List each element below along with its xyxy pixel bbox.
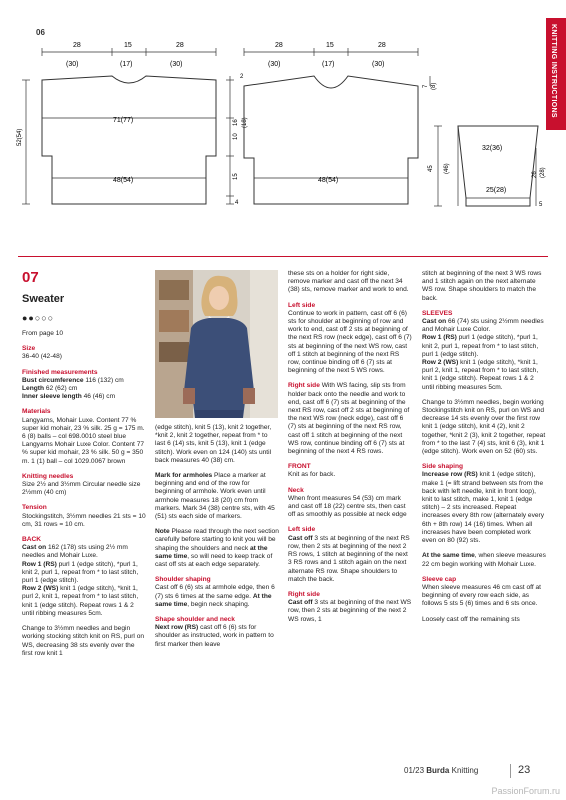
sleeve-length-value: 46 (46) cm: [81, 393, 116, 401]
sleeve-cast-text: 66 (74) sts using 2½mm needles and Mohair Luxe Color.: [422, 318, 544, 334]
back-dim-w28-left: 28: [275, 42, 283, 49]
left-side-2-text: 3 sts at beginning of the next RS row, then 2 sts at beginning of the next 2 RS rows, 1 stitch at beginning of the next 3 RS rows and 1 stitch again on the next alternate RS row. Shape shoulders to match the back.: [288, 534, 410, 583]
back-dim-h8: (8): [431, 82, 437, 90]
footer-issue-number: 01/23: [404, 766, 425, 775]
bust-value: 116 (132) cm: [83, 376, 124, 384]
left-side-text: Continue to work in pattern, cast off 6 (6) sts for shoulder at beginning of row and work to end, cast off 2 sts at beginning of the next RS row (neck edge), cast off 6 (7) sts at beginning of the next WS row, cast off 1 stitch at beginning of the next RS row, continue binding off 6 (7) sts at beginning of the next 5 WS rows.: [288, 309, 412, 375]
col3-p1: these sts on a holder for right side, remove marker and cast off the next 34 (38) sts, remove marker and work to end.: [288, 270, 409, 294]
sleeves-heading: SLEEVES: [422, 309, 453, 317]
sleeve-row1-text: purl 1 (edge stitch), *purl 1, knit 2, purl 1, repeat from * to last stitch, purl 1 (edge stitch).: [422, 334, 539, 358]
materials-heading: Materials: [22, 408, 51, 416]
front-heading: FRONT: [288, 463, 311, 471]
note-text: Please read through the next section carefully before starting to knit you will be shaping the shoulders and neck: [155, 528, 279, 552]
shoulder-heading: Shoulder shaping: [155, 576, 211, 584]
dim-chest: 71(77): [113, 117, 134, 124]
sleeve-row1-label: Row 1 (RS): [422, 334, 457, 342]
sleeve-dim-bottom: 25(28): [486, 187, 507, 194]
col2-p1: (edge stitch), knit 5 (13), knit 2 together, *knit 2, knit 2 together, repeat from * to last 6 (14) sts, knit 5 (13), knit 1 (edge stitch). Work even on 124 (140) sts until back measures 40 (38) cm.: [155, 424, 272, 464]
right-side-heading: Right side: [288, 382, 320, 390]
sleeve-cast-label: Cast on: [422, 318, 447, 326]
back-cast-label: Cast on: [22, 544, 47, 552]
same-time-label: At the same time: [422, 552, 475, 560]
sleeve-change-text: Change to 3½mm needles, begin working Stockingstitch knit on RS, purl on WS and decrease 14 sts evenly over the first row knit 1 (edge stitch), knit 4 (2), knit 2 together, *knit 2 (3), knit 2 together, repeat from * to the last 7 (4) sts, knit 6 (3), knit 1 (edge stitch). Work even on 52 (60) sts.: [422, 398, 546, 456]
tension-heading: Tension: [22, 504, 47, 512]
back-dim-w15: 15: [326, 42, 334, 49]
dim-w28-right: 28: [176, 42, 184, 49]
dim-h2: 2: [240, 74, 244, 80]
back-schematic: [238, 38, 438, 218]
back-dim-w28-right: 28: [378, 42, 386, 49]
needles-heading: Knitting needles: [22, 472, 74, 480]
sleeve-row2-text: knit 1 (edge stitch), *knit 1, purl 2, knit 1, repeat from * to last stitch, knit 1 (edge stitch). Repeat rows 1 & 2 until ribbing measures 5cm.: [422, 359, 539, 391]
side-shaping-text: knit 1 (edge stitch), make 1 (= lift strand between sts from the back with left needle, knit in front loop), knit to last stitch, make 1, knit 1 (edge stitch) – 2 sts increased. Repeat increases every 8th row (alternately every 6th + 8th row) 14 (16) times. When all increases have been completed work even on 80 (92) sts.: [422, 471, 545, 545]
dim-h15: 15: [233, 173, 239, 180]
section-divider: [18, 256, 548, 257]
dim-height: 52(54): [17, 128, 23, 146]
footer-brand: Burda: [426, 766, 450, 775]
page-number: 23: [518, 764, 531, 776]
back-dim-w17: (17): [322, 61, 335, 68]
armhole-text: Place a marker at beginning and end of the row for beginning of armhole. Work even until armhole measures 18 (20) cm from markers. Mark 34 (38) centre sts, with 45 (51) sts each side of markers.: [155, 472, 275, 521]
neck-text: When front measures 54 (53) cm mark and cast off 18 (22) centre sts, then cast off as smoothly as possible at neck edge: [288, 494, 407, 519]
sleeve-cap-text: When sleeve measures 46 cm cast off at beginning of every row each side, as follows 5 sts 5 (6) times and 6 sts once.: [422, 583, 541, 608]
sleeve-length-label: Inner sleeve length: [22, 393, 82, 401]
length-value: 62 (62) cm: [43, 385, 78, 393]
footer-issue: [404, 766, 478, 775]
left-side-2-label: Cast off: [288, 534, 313, 542]
dim-h10: 10: [233, 133, 239, 140]
sleeve-row2-label: Row 2 (WS): [422, 359, 459, 367]
back-dim-bottom: 48(54): [318, 177, 339, 184]
body-schematic: [18, 38, 250, 218]
column-4: [422, 270, 546, 631]
back-cast-text: 162 (178) sts using 2½ mm needles and Mohair Luxe.: [22, 544, 128, 560]
footer-magazine: Knitting: [451, 766, 479, 775]
back-row1-text: purl 1 (edge stitch), *purl 1, knit 2, purl 1, repeat from * to last stitch, purl 1 (edge stitch).: [22, 560, 139, 585]
right-side-2-label: Cast off: [288, 599, 313, 607]
dim-w28-left: 28: [73, 42, 81, 49]
dim-h16: 16: [233, 119, 239, 126]
dim-w17: (17): [120, 61, 133, 68]
bust-label: Bust circumference: [22, 376, 84, 384]
dim-bottom: 48(54): [113, 177, 134, 184]
dim-h4: 4: [235, 200, 239, 206]
same-time-text: , when sleeve measures 22 cm begin working with Mohair Luxe.: [422, 552, 546, 568]
left-side-heading: Left side: [288, 301, 316, 309]
back-dim-h7: 7: [423, 84, 429, 88]
back-row2-text: knit 1 (edge stitch), *knit 1, purl 2, knit 1, repeat from * to last stitch, knit 1 (edge stitch). Repeat rows 1 & 2 until ribbing measures 5cm.: [22, 585, 139, 617]
materials-text: Langyarns, Mohair Luxe. Content 77 % super kid mohair, 23 % silk. 25 g = 175 m. 6 (8) balls – col 698.0010 steel blue Langyarns Mohair Luxe Color. Content 77 % super kid mohair, 23 % silk. 50 g = 350 m. 1 (1) ball – col 1029.0067 brown: [22, 416, 145, 465]
back-row1-label: Row 1 (RS): [22, 560, 57, 568]
side-shaping-label: Increase row (RS): [422, 471, 478, 479]
sleeve-cap-heading: Sleeve cap: [422, 575, 457, 583]
pattern-title: Sweater: [22, 293, 65, 305]
back-row2-label: Row 2 (WS): [22, 585, 59, 593]
neck-heading: Neck: [288, 486, 304, 494]
note-text-2: , so will need to keep track of cast off sts at each edge separately.: [155, 552, 273, 569]
dim-w15: 15: [124, 42, 132, 49]
tension-text: Stockingstitch, 3½mm needles 21 sts = 10 cm, 31 rows = 10 cm.: [22, 512, 146, 528]
back-dim-w30-right: (30): [372, 61, 385, 68]
footer-separator: [510, 764, 511, 778]
dim-w30-right: (30): [170, 61, 183, 68]
model-photo: [155, 270, 278, 418]
length-label: Length: [22, 385, 44, 393]
loose-cast-off-text: Loosely cast off the remaining sts: [422, 615, 520, 623]
sleeve-dim-h26: 26: [532, 171, 538, 178]
column-3: [288, 270, 412, 631]
shoulder-neck-text: cast off 6 (6) sts for shoulder as instructed, work in pattern to first marker then leave: [155, 624, 274, 648]
shoulder-text-2: , begin neck shaping.: [187, 600, 250, 608]
left-side-2-heading: Left side: [288, 526, 316, 534]
note-bold: at the same time: [155, 544, 268, 560]
sleeve-dim-h46: (46): [444, 163, 450, 174]
side-shaping-heading: Side shaping: [422, 463, 464, 471]
front-text: Knit as for back.: [288, 471, 336, 479]
sleeve-dim-top: 32(36): [482, 145, 503, 152]
shoulder-neck-heading: Shape shoulder and neck: [155, 616, 235, 624]
section-tab-label: KNITTING INSTRUCTIONS: [550, 24, 557, 118]
back-heading: BACK: [22, 536, 42, 544]
shoulder-neck-label: Next row (RS): [155, 624, 199, 632]
right-side-2-heading: Right side: [288, 590, 320, 598]
column-2: [155, 424, 279, 656]
dim-h18: (18): [242, 117, 248, 128]
right-side-2-text: 3 sts at beginning of the next WS row, then 2 sts at beginning of the next 2 WS rows, 1: [288, 599, 412, 623]
measurements-heading: Finished measurements: [22, 368, 98, 376]
sleeve-schematic: [418, 120, 548, 220]
dim-w30-left: (30): [66, 61, 79, 68]
shoulder-bold: At the same time: [155, 592, 272, 608]
pattern-number: 07: [22, 269, 39, 286]
note-label: Note: [155, 528, 170, 536]
photo-illustration: [155, 270, 278, 418]
back-change-text: Change to 3½mm needles and begin working stocking stitch knit on RS, purl on WS, decreasing 38 sts evenly over the first row knit 1: [22, 625, 145, 657]
back-dim-w30-left: (30): [268, 61, 281, 68]
armhole-label: Mark for armholes: [155, 472, 213, 480]
col4-p1: stitch at beginning of the next 3 WS rows and 1 stitch again on the next alternate WS row. Shape shoulders to match the back.: [422, 270, 542, 302]
difficulty-rating: ●●○○○: [22, 313, 55, 323]
from-page: From page 10: [22, 330, 64, 337]
page-ref: 06: [36, 28, 45, 37]
section-tab: [546, 18, 566, 130]
right-side-text: With WS facing, slip sts from holder back onto the needle and work to end, cast off 6 (7) sts at beginning of the next RS row, cast off 2 sts at beginning of the next WS row (neck edge), cast off 6 (7) sts at beginning of the next RS row, cast off 1 stitch at beginning of the next WS row, continue binding off 6 (7) sts at beginning of the next 4 RS rows.: [288, 382, 410, 456]
column-1: [22, 270, 146, 665]
needles-text: Size 2½ and 3½mm Circular needle size 2½mm (40 cm): [22, 481, 141, 497]
sleeve-dim-h45: 45: [428, 165, 434, 172]
shoulder-text: Cast off 6 (6) sts at armhole edge, then 6 (7) sts 6 times at the same edge.: [155, 584, 275, 600]
sleeve-dim-h5: 5: [539, 202, 543, 208]
size-heading: Size: [22, 345, 36, 353]
sleeve-dim-h28: (28): [540, 167, 546, 178]
size-value: 36-40 (42-48): [22, 353, 62, 361]
watermark: PassionForum.ru: [491, 786, 560, 796]
